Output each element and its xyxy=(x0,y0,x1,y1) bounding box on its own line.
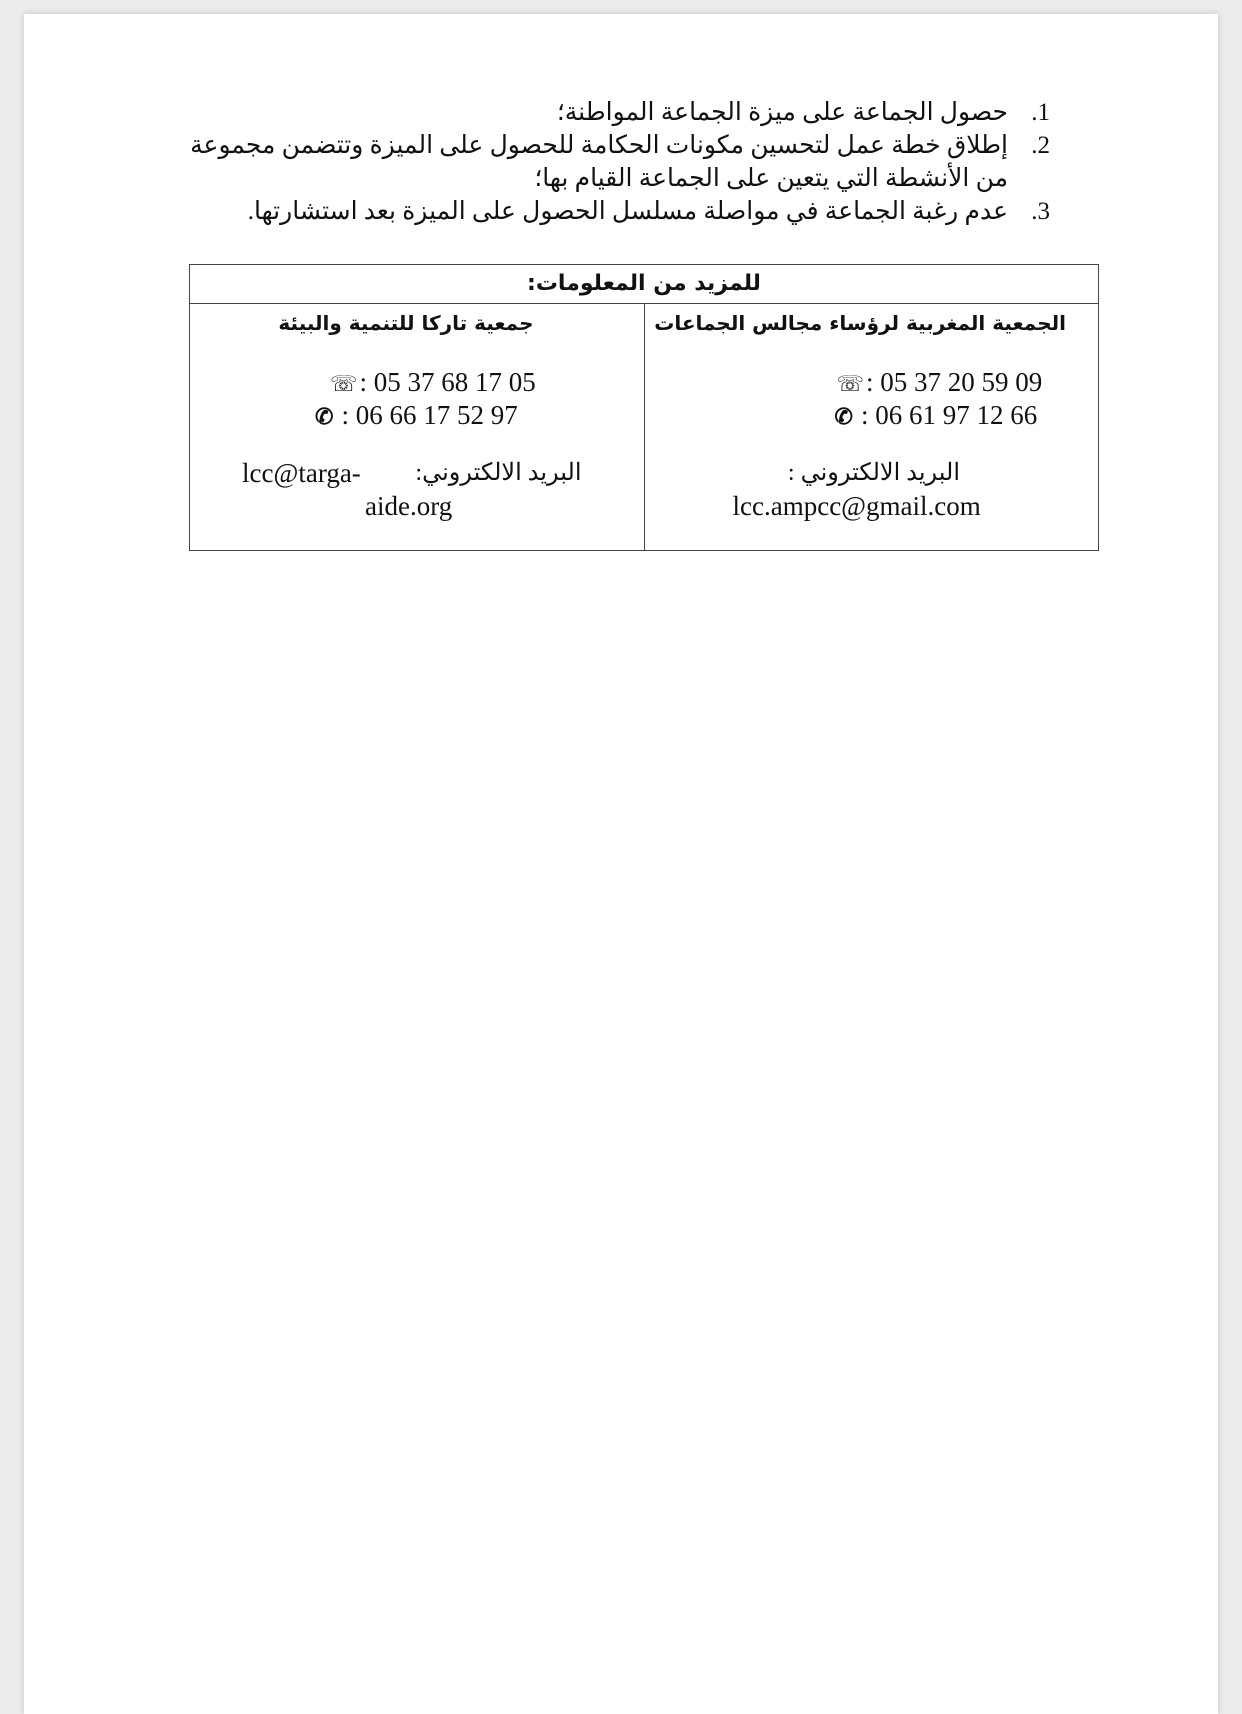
email-label: البريد الالكتروني: xyxy=(415,460,582,486)
list-item xyxy=(182,195,1050,228)
email-address-part1[interactable]: lcc@targa- xyxy=(242,458,361,488)
list-item-text: إطلاق خطة عمل لتحسين مكونات الحكامة للحصول على الميزة وتتضمن مجموعة من الأنشطة التي يتعين على الجماعة القيام بها؛ xyxy=(190,132,1008,192)
info-table-header: للمزيد من المعلومات: xyxy=(190,265,1098,304)
mobile-line xyxy=(835,399,1038,433)
list-item-text: عدم رغبة الجماعة في مواصلة مسلسل الحصول على الميزة بعد استشارتها. xyxy=(247,198,1008,225)
phone-number: : 05 37 20 59 09 xyxy=(866,367,1043,397)
contact-column-ampcc xyxy=(644,304,1099,550)
email-label: البريد الالكتروني : xyxy=(787,460,960,486)
mobile-phone-icon: ✆ xyxy=(834,404,853,429)
phone-line xyxy=(837,366,1043,400)
numbered-list xyxy=(182,96,1050,228)
mobile-phone-icon: ✆ xyxy=(315,404,334,429)
list-item xyxy=(182,129,1050,195)
list-item-number: .3 xyxy=(1031,198,1050,225)
org-name: الجمعية المغربية لرؤساء مجالس الجماعات xyxy=(654,311,1066,335)
mobile-number: : 06 61 97 12 66 xyxy=(860,400,1038,430)
org-name: جمعية تاركا للتنمية والبيئة xyxy=(278,311,534,335)
list-item-text: حصول الجماعة على ميزة الجماعة المواطنة؛ xyxy=(556,99,1008,126)
document-page xyxy=(24,14,1218,1714)
telephone-icon: ☏ xyxy=(836,371,865,396)
list-item-number: .1 xyxy=(1031,99,1050,126)
email-address-part2[interactable]: aide.org xyxy=(365,491,453,521)
list-item-number: .2 xyxy=(1031,132,1050,159)
telephone-icon: ☏ xyxy=(330,371,358,396)
mobile-line xyxy=(315,399,518,433)
mobile-number: : 06 66 17 52 97 xyxy=(341,400,518,430)
phone-number: : 05 37 68 17 05 xyxy=(359,367,536,397)
email-address[interactable]: lcc.ampcc@gmail.com xyxy=(732,491,981,521)
contact-column-targa xyxy=(190,304,644,550)
contact-info-table xyxy=(189,264,1099,551)
phone-line xyxy=(330,366,536,400)
list-item xyxy=(182,96,1050,129)
